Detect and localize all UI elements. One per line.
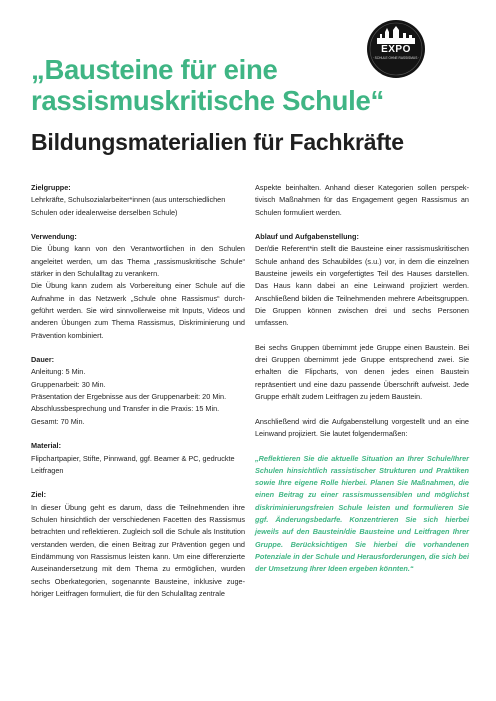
section-ziel-continued bbox=[255, 182, 469, 219]
paragraph: Der/die Referent*in stellt die Bausteine einer rassismuskritischen Schule anhand des Schaubildes (s.u.) vor, in dem die einzelnen Bausteine jeweils ein vorgefertigtes Teil des Hauses darstellen. Das Haus kann dabei an eine Leinwand projiziert werden. Anschließend bilden die Teilnehmenden mehrere Arbeitsgruppen. Die Gruppen können zwischen drei und sechs Personen umfassen. bbox=[255, 244, 469, 328]
section-material bbox=[31, 440, 245, 477]
text-line: Flipchartpapier, Stifte, Pinnwand, ggf. Beamer & PC, gedruckte bbox=[31, 453, 235, 463]
left-column bbox=[31, 182, 245, 612]
section-verwendung bbox=[31, 231, 245, 342]
logo-text: EXPO bbox=[381, 44, 411, 55]
section-aufgabe bbox=[255, 416, 469, 441]
text-line: Präsentation der Ergebnisse aus der Gruppenarbeit: 20 Min. bbox=[31, 392, 227, 402]
paragraph: Bei sechs Gruppen übernimmt jede Gruppe einen Baustein. Bei drei Gruppen übernimmt jede Gruppe entsprechend zwei. Sie erhalten die Flipcharts, von denen jedes einen Baustein repräsentiert und eine dazu passende Überschrift aufweist. Jede Gruppe erhält zudem Leitfragen zu jedem Baustein. bbox=[255, 342, 469, 402]
text-line: Gesamt: 70 Min. bbox=[31, 416, 85, 426]
section-ziel bbox=[31, 489, 245, 600]
title-line-2: rassismuskritische Schule“ bbox=[31, 85, 384, 116]
logo-subtext: · SCHULE OHNE RASSISMUS · bbox=[372, 56, 420, 60]
right-column bbox=[255, 182, 469, 588]
section-heading: Verwendung: bbox=[31, 232, 77, 242]
task-quote: „Reflektieren Sie die aktuelle Situation an Ihrer Schule/Ihrer Schulen hinsichtlich rassistischer Strukturen und Praktiken sowie Ihre eigene Rolle hierbei. Planen Sie Maßnahmen, die einen Beitrag zu einer rassismussensiblen und möglichst diskriminierungsfreien Schule leisten und formulieren Sie ggf. Änderungsbedarfe. Konzentrieren Sie sich hierbei jeweils auf den Baustein/die Bausteine und Leitfragen Ihrer Gruppe. Berücksichtigen Sie hierbei die vorhandenen Potenziale in der Schule und Herausforderungen, die sich bei der Umsetzung Ihrer Ideen ergeben könnten.“ bbox=[255, 453, 469, 574]
text-line: Schulen oder idealerweise derselben Schule) bbox=[31, 207, 178, 217]
title-line-1: „Bausteine für eine bbox=[31, 54, 278, 85]
section-heading: Material: bbox=[31, 441, 62, 451]
section-dauer bbox=[31, 354, 245, 428]
text-line: Leitfragen bbox=[31, 465, 64, 475]
paragraph: Anschließend wird die Aufgabenstellung vorgestellt und an eine Leinwand projiziert. Sie lautet folgendermaßen: bbox=[255, 416, 469, 438]
paragraph: Die Übung kann von den Verantwortlichen in den Schulen angeleitet werden, um das Thema „rassismuskritische Schule“ stärker in den Schulalltag zu verankern. bbox=[31, 244, 245, 279]
text-line: Abschlussbesprechung und Transfer in die Praxis: 15 Min. bbox=[31, 404, 220, 414]
text-line: Anleitung: 5 Min. bbox=[31, 367, 86, 377]
section-heading: Zielgruppe: bbox=[31, 183, 71, 192]
text-line: Lehrkräfte, Schulsozialarbeiter*innen (aus unterschiedlichen bbox=[31, 195, 226, 205]
text-line: Gruppenarbeit: 30 Min. bbox=[31, 379, 106, 389]
section-heading: Ablauf und Aufgabenstellung: bbox=[255, 232, 359, 242]
subtitle: Bildungsmaterialien für Fachkräfte bbox=[31, 129, 404, 155]
paragraph: Aspekte beinhalten. Anhand dieser Kategorien sollen perspektivisch Maßnahmen für das Engagement gegen Rassismus an Schulen formuliert werden. bbox=[255, 183, 469, 217]
paragraph: Die Übung kann zudem als Vorbereitung einer Schule auf die Aufnahme in das Netzwerk „Schule ohne Rassismus“ durchgeführt werden. Sie wird sinnvollerweise mit Inputs, Videos und anderen Übungen zum Thema Rassismus, Diskriminierung und Prävention kombiniert. bbox=[31, 281, 245, 340]
section-zielgruppe bbox=[31, 182, 245, 219]
main-title bbox=[31, 54, 471, 116]
section-heading: Dauer: bbox=[31, 355, 55, 365]
section-quote bbox=[255, 453, 469, 576]
section-ablauf bbox=[255, 231, 469, 329]
section-gruppen bbox=[255, 342, 469, 403]
paragraph: In dieser Übung geht es darum, dass die Teilnehmenden ihre Schulen hinsichtlich der verschiedenen Facetten des Rassismus betrachten und reflektieren. Zugleich soll die Schule als Institution verstanden werden, die einen Beitrag zur Prävention gegen und Eindämmung von Rassismus leisten kann. Um eine differenzierte Auseinandersetzung mit dem Thema zu ermöglichen, wurden sechs Oberkategorien, sogenannte Bausteine, inklusive zugehöriger Leitfragen formuliert, die für den Schulalltag zentrale bbox=[31, 502, 245, 598]
section-heading: Ziel: bbox=[31, 490, 46, 500]
